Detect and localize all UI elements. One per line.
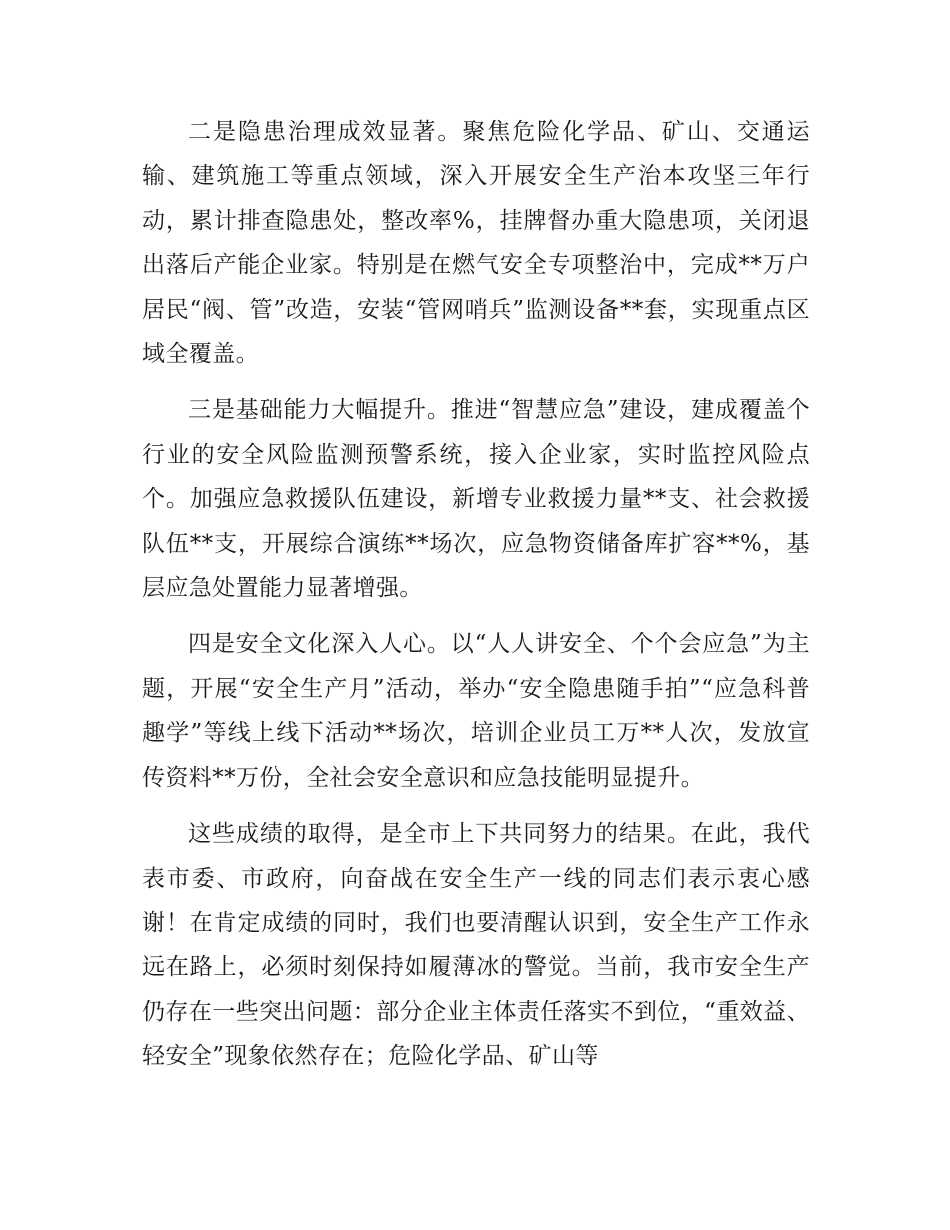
paragraph-hazard-governance: 二是隐患治理成效显著。聚焦危险化学品、矿山、交通运输、建筑施工等重点领域，深入开展安全生产治本攻坚三年行动，累计排查隐患处，整改率%，挂牌督办重大隐患项，关闭退出落后产能企业家。特别是在燃气安全专项整治中，完成**万户居民“阀、管”改造，安装“管网哨兵”监测设备**套，实现重点区域全覆盖。 bbox=[142, 119, 810, 368]
document-body bbox=[142, 110, 810, 1091]
paragraph-basic-capacity: 三是基础能力大幅提升。推进“智慧应急”建设，建成覆盖个行业的安全风险监测预警系统，接入企业家，实时监控风险点个。加强应急救援队伍建设，新增专业救援力量**支、社会救援队伍**支，开展综合演练**场次，应急物资储备库扩容**%，基层应急处置能力显著增强。 bbox=[142, 397, 810, 602]
paragraph-achievements-and-problems: 这些成绩的取得，是全市上下共同努力的结果。在此，我代表市委、市政府，向奋战在安全生产一线的同志们表示衷心感谢！在肯定成绩的同时，我们也要清醒认识到，安全生产工作永远在路上，必须时刻保持如履薄冰的警觉。当前，我市安全生产仍存在一些突出问题：部分企业主体责任落实不到位，“重效益、轻安全”现象依然存在；危险化学品、矿山等 bbox=[142, 821, 810, 1070]
paragraph-safety-culture: 四是安全文化深入人心。以“人人讲安全、个个会应急”为主题，开展“安全生产月”活动，举办“安全隐患随手拍”“应急科普趣学”等线上线下活动**场次，培训企业员工万**人次，发放宣传资料**万份，全社会安全意识和应急技能明显提升。 bbox=[142, 631, 810, 791]
